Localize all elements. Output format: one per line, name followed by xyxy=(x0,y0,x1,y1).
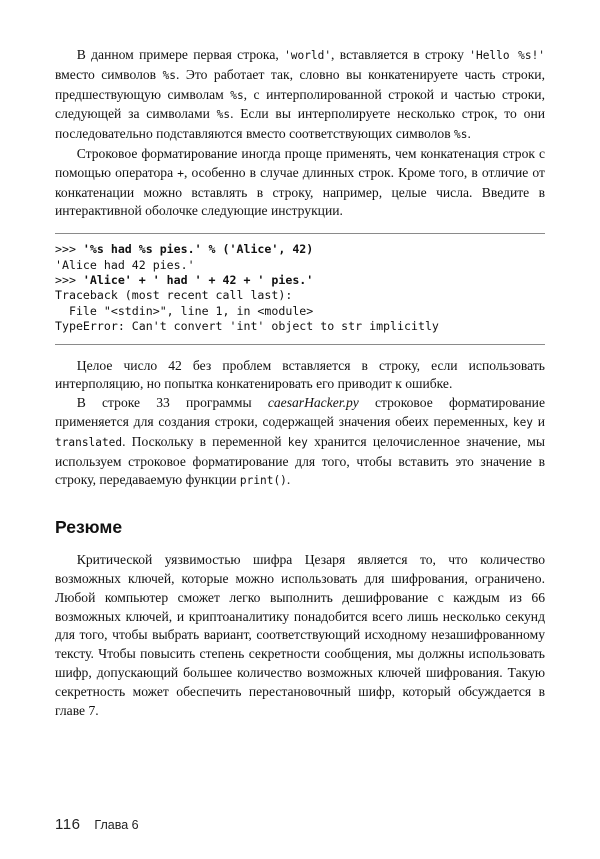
inline-code: %s xyxy=(162,68,176,82)
text-segment: . xyxy=(467,126,471,142)
chapter-label: Глава 6 xyxy=(94,818,139,832)
code-line xyxy=(55,242,545,257)
text-segment: Traceback (most recent call last): xyxy=(55,288,293,303)
page-content xyxy=(55,46,545,720)
paragraph-string-interpolation xyxy=(55,46,545,145)
inline-code: %s xyxy=(216,108,231,122)
text-segment: . Это работает так, словно вы конкатенируете часть строки, предшествующую символам xyxy=(55,66,545,102)
code-block xyxy=(55,233,545,344)
text-segment: Критической уязвимостью шифра Цезаря является то, что количество возможных ключей, которые можно использовать для шифрования, ограничено. Любой компьютер сможет легко выполнить дешифрование с каждым из 66 возможных ключей, и криптоаналитику понадобится всего лишь несколько секунд для того, чтобы выбрать вариант, соответствующий исходному незашифрованному тексту. Чтобы повысить степень секретности сообщения, мы должны использовать шифр, допускающий большее количество возможных ключей шифрования. Такую секретность может обеспечить перестановочный шифр, который обсуждается в главе 7. xyxy=(55,552,545,718)
inline-code: print() xyxy=(239,474,287,488)
text-segment: хранится целочисленное значение, мы используем строковое форматирование для того, чтобы вставить это значение в строку, передаваемую функции xyxy=(55,433,545,488)
code-line xyxy=(55,304,545,319)
inline-code: %s xyxy=(454,128,468,142)
text-segment: >>> xyxy=(55,272,83,287)
page-footer xyxy=(55,816,139,833)
text-segment: , вставляется в строку xyxy=(331,47,470,62)
text-segment: 'Alice' + ' had ' + 42 + ' pies.' xyxy=(82,272,314,287)
page-number: 116 xyxy=(55,816,81,833)
code-line xyxy=(55,319,545,334)
text-segment: , с интерполированной строкой и частью строки, следующей за символами xyxy=(55,86,545,122)
text-segment: 'Alice had 42 pies.' xyxy=(55,257,195,272)
text-segment: и xyxy=(533,414,545,429)
text-segment: строковое форматирование применяется для создания строки, содержащей значения обеих переменных, xyxy=(55,395,545,429)
code-line xyxy=(55,273,545,288)
text-segment: File "<stdin>", line 1, in <module> xyxy=(55,303,314,318)
text-segment: В строке 33 программы xyxy=(76,395,268,411)
text-segment: Строковое форматирование иногда проще применять, чем конкатенация строк с помощью оператора xyxy=(55,145,545,180)
section-heading-summary: Резюме xyxy=(55,517,123,538)
inline-code: 'world' xyxy=(284,49,332,62)
text-segment: caesarHacker.py xyxy=(267,395,359,411)
text-segment: , особенно в случае длинных строк. Кроме того, в отличие от конкатенации можно вставлять в строку, например, целые числа. Введите в интерактивной оболочке следующие инструкции. xyxy=(55,164,545,219)
inline-code: translated xyxy=(55,435,123,449)
paragraph-summary xyxy=(55,551,545,720)
text-segment: Целое число 42 без проблем вставляется в строку, если использовать интерполяцию, но попытка конкатенировать его приводит к ошибке. xyxy=(55,357,545,392)
text-segment: '%s had %s pies.' % ('Alice', 42) xyxy=(82,242,314,257)
paragraph-integer-interpolation xyxy=(55,357,545,395)
paragraph-string-formatting xyxy=(55,145,545,221)
text-segment: В данном примере первая строка, xyxy=(76,47,285,62)
text-segment: TypeError: Can't convert 'int' object to str implicitly xyxy=(55,319,439,334)
inline-code: 'Hello %s!' xyxy=(469,49,545,62)
inline-code: %s xyxy=(230,88,244,102)
paragraph-caesarhacker-line33 xyxy=(55,394,545,491)
code-line xyxy=(55,288,545,303)
text-segment: . Поскольку в переменной xyxy=(122,433,288,449)
text-segment: . Если вы интерполируете несколько строк, то они последовательно подставляются вместо соответствующих символов xyxy=(55,106,545,142)
text-segment: . xyxy=(286,472,291,488)
inline-code: key xyxy=(512,416,533,429)
text-segment: >>> xyxy=(55,242,83,257)
code-line xyxy=(55,258,545,273)
inline-code: key xyxy=(287,435,308,449)
text-segment: вместо символов xyxy=(55,66,163,82)
inline-code: + xyxy=(177,166,184,180)
